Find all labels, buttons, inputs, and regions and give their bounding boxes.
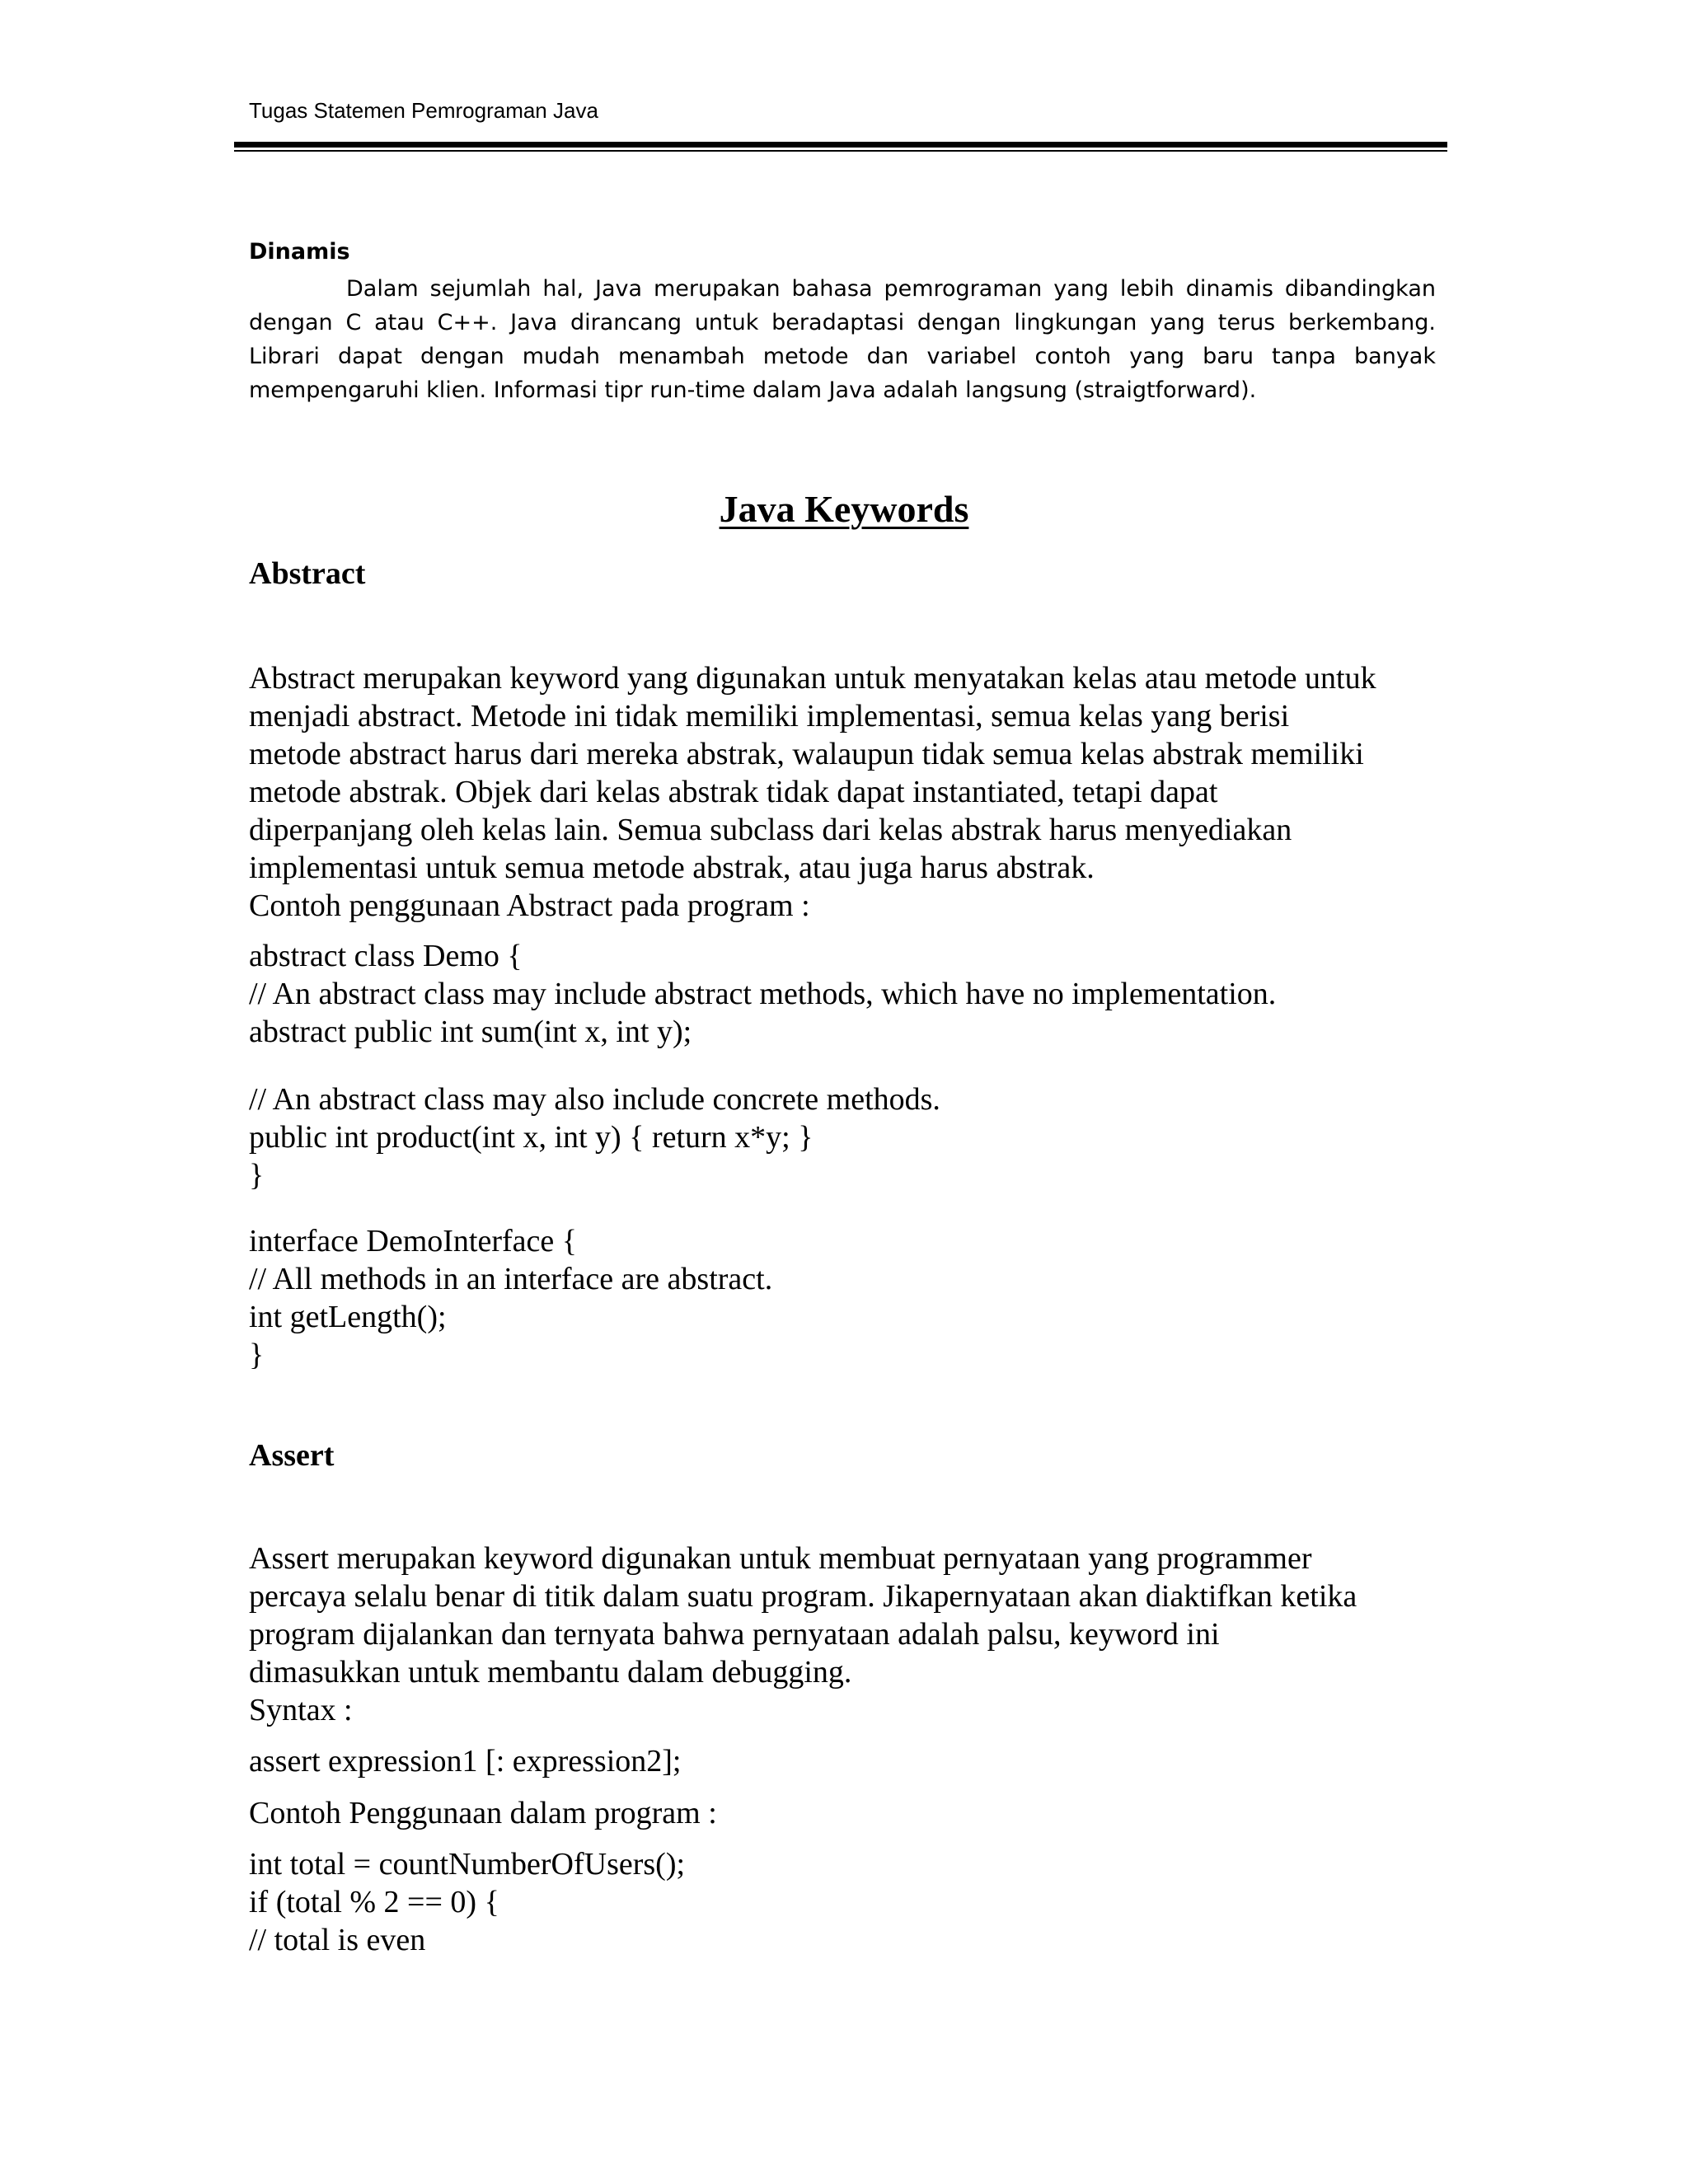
- abstract-heading: Abstract: [249, 556, 366, 591]
- code-line: public int product(int x, int y) { return x*y; }: [249, 1120, 814, 1155]
- code-line: if (total % 2 == 0) {: [249, 1885, 499, 1919]
- code-line: }: [249, 1338, 265, 1372]
- code-line: int total = countNumberOfUsers();: [249, 1847, 686, 1882]
- code-line: }: [249, 1158, 265, 1193]
- header-rule: [234, 142, 1447, 148]
- assert-body-line: dimasukkan untuk membantu dalam debugging.: [249, 1655, 852, 1690]
- abstract-body-line: Abstract merupakan keyword yang digunakan untuk menyatakan kelas atau metode untuk: [249, 661, 1376, 696]
- assert-syntax: assert expression1 [: expression2];: [249, 1744, 682, 1779]
- header-rule-thin: [234, 150, 1447, 152]
- abstract-body-line: menjadi abstract. Metode ini tidak memiliki implementasi, semua kelas yang berisi: [249, 699, 1290, 733]
- abstract-body-line: metode abstrak. Objek dari kelas abstrak tidak dapat instantiated, tetapi dapat: [249, 775, 1218, 809]
- abstract-body-line: metode abstract harus dari mereka abstrak, walaupun tidak semua kelas abstrak memiliki: [249, 737, 1364, 771]
- abstract-example-label: Contoh penggunaan Abstract pada program :: [249, 888, 810, 923]
- assert-body-line: Assert merupakan keyword digunakan untuk membuat pernyataan yang programmer: [249, 1541, 1312, 1576]
- assert-heading: Assert: [249, 1438, 335, 1473]
- assert-example-label: Contoh Penggunaan dalam program :: [249, 1796, 717, 1830]
- code-line: interface DemoInterface {: [249, 1224, 577, 1258]
- assert-body-line: percaya selalu benar di titik dalam suatu program. Jikapernyataan akan diaktifkan ketika: [249, 1579, 1357, 1614]
- code-line: int getLength();: [249, 1300, 447, 1334]
- section-title: Java Keywords: [719, 488, 969, 530]
- code-line: // total is even: [249, 1923, 426, 1957]
- abstract-body-line: implementasi untuk semua metode abstrak, atau juga harus abstrak.: [249, 851, 1095, 885]
- running-header: Tugas Statemen Pemrograman Java: [249, 98, 598, 123]
- code-line: // All methods in an interface are abstract.: [249, 1262, 773, 1296]
- dinamis-heading: Dinamis: [249, 239, 350, 265]
- code-line: abstract class Demo {: [249, 939, 523, 973]
- code-line: abstract public int sum(int x, int y);: [249, 1015, 692, 1049]
- abstract-body-line: diperpanjang oleh kelas lain. Semua subclass dari kelas abstrak harus menyediakan: [249, 813, 1292, 847]
- code-line: // An abstract class may include abstract methods, which have no implementation.: [249, 977, 1277, 1011]
- code-line: // An abstract class may also include concrete methods.: [249, 1082, 940, 1117]
- dinamis-paragraph: Dalam sejumlah hal, Java merupakan bahasa pemrograman yang lebih dinamis dibandingkan dengan C atau C++. Java dirancang untuk beradaptasi dengan lingkungan yang terus berkembang. Librari dapat dengan mudah menambah metode dan variabel contoh yang baru tanpa banyak mempengaruhi klien. Informasi tipr run-time dalam Java adalah langsung (straigtforward).: [249, 276, 1436, 403]
- assert-syntax-label: Syntax :: [249, 1693, 353, 1727]
- assert-body-line: program dijalankan dan ternyata bahwa pernyataan adalah palsu, keyword ini: [249, 1617, 1220, 1652]
